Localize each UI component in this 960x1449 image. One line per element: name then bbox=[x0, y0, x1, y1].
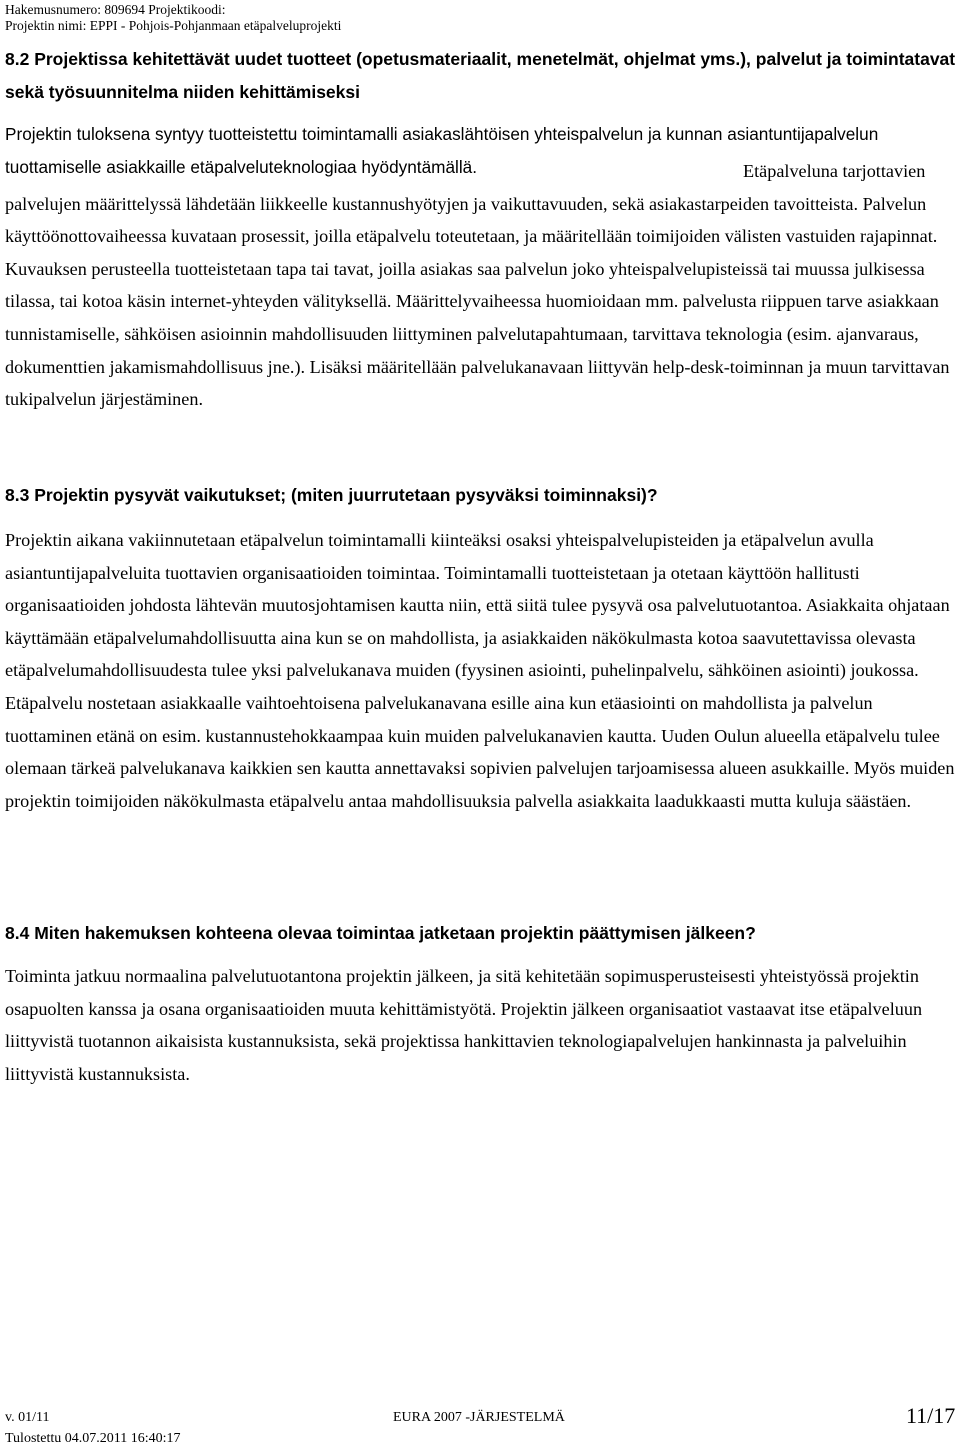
header-project-name: Projektin nimi: EPPI - Pohjois-Pohjanmaan etäpalveluprojekti bbox=[5, 18, 342, 33]
section-body-intro: Projektin tuloksena syntyy tuotteistettu toimintamalli asiakaslähtöisen yhteispalvelun ja kunnan asiantuntijapalvelun tuottamiselle asiakkaille etäpalveluteknologiaa hyödyntämällä. bbox=[5, 124, 879, 177]
footer-print-timestamp: Tulostettu 04.07.2011 16:40:17 bbox=[5, 1431, 181, 1446]
section-body: Etäpalveluna tarjottavien palvelujen määrittelyssä lähdetään liikkeelle kustannushyötyjen ja vaikuttavuuden, sekä asiakastarpeiden tavoitteista. Palvelun käyttöönottovaiheessa kuvataan prosessit, joilla etäpalvelu toteutetaan, ja määritellään toimijoiden välisten vastuiden rajapinnat. Kuvauksen perusteella tuotteistetaan tapa tai tavat, joilla asiakas saa palvelun joko yhteispalvelupisteissä tai muussa julkisessa tilassa, tai kotoa käsin internet-yhteyden välityksellä. Määrittelyvaiheessa huomioidaan mm. palvelusta riippuen tarve asiakkaan tunnistamiselle, sähköisen asioinnin mahdollisuuden liittyminen palvelutapahtumaan, tarvittava teknologia (esim. ajanvaraus, dokumenttien jakamismahdollisuus jne.). Lisäksi määritellään palvelukanavaan liittyvän help-desk-toiminnan ja muun tarvittavan tukipalvelun järjestäminen. bbox=[5, 161, 950, 410]
footer-version: v. 01/11 bbox=[5, 1410, 50, 1425]
footer-page-number: 11/17 bbox=[906, 1403, 956, 1428]
section-heading: 8.3 Projektin pysyvät vaikutukset; (miten juurrutetaan pysyväksi toiminnaksi)? bbox=[5, 485, 658, 505]
section-body: Projektin aikana vakiinnutetaan etäpalvelun toimintamalli kiinteäksi osaksi yhteispalvelupisteiden ja etäpalvelun avulla asiantuntijapalveluita tuottavien organisaatioiden toimintaa. Toimintamalli tuotteistetaan ja otetaan käyttöön hallitusti organisaatioiden johdosta lähtevän muutosjohtamisen kautta niin, että siitä tulee pysyvä osa palvelutuotantoa. Asiakkaita ohjataan käyttämään etäpalvelumahdollisuutta aina kun se on mahdollista, ja asiakkaiden näkökulmasta kotoa saavutettavissa olevasta etäpalvelumahdollisuudesta tulee yksi palvelukanava muiden (fyysinen asiointi, puhelinpalvelu, sähköinen asiointi) joukossa. Etäpalvelu nostetaan asiakkaalle vaihtoehtoisena palvelukanavana esille aina kun etäasiointi on mahdollista ja palvelun tuottaminen etänä on esim. kustannustehokkaampaa kuin muiden palvelukanavien kautta. Uuden Oulun alueella etäpalvelu tulee olemaan tärkeä palvelukanava kaikkien sen kautta annettavaksi sopivien palvelujen tarjoamisessa alueen asukkaille. Myös muiden projektin toimijoiden näkökulmasta etäpalvelu antaa mahdollisuuksia palvella asiakkaita laadukkaasti mutta kuluja säästäen. bbox=[5, 530, 955, 811]
header-application-number: Hakemusnumero: 809694 Projektikoodi: bbox=[5, 2, 226, 17]
section-body: Toiminta jatkuu normaalina palvelutuotantona projektin jälkeen, ja sitä kehitetään sopimusperusteisesti yhteistyössä projektin osapuolten kanssa ja osana organisaatioiden muuta kehittämistyötä. Projektin jälkeen organisaatiot vastaavat itse etäpalveluun liittyvistä tuotannon aikaisista kustannuksista, sekä projektissa hankittavien teknologiapalvelujen hankinnasta ja palveluihin liittyvistä kustannuksista. bbox=[5, 966, 923, 1084]
section-heading: 8.4 Miten hakemuksen kohteena olevaa toimintaa jatketaan projektin päättymisen jälkeen? bbox=[5, 923, 756, 943]
section-heading: 8.2 Projektissa kehitettävät uudet tuotteet (opetusmateriaalit, menetelmät, ohjelmat yms.), palvelut ja toimintatavat sekä työsuunnitelma niiden kehittämiseksi bbox=[5, 49, 956, 102]
footer-system-name: EURA 2007 -JÄRJESTELMÄ bbox=[393, 1410, 565, 1425]
